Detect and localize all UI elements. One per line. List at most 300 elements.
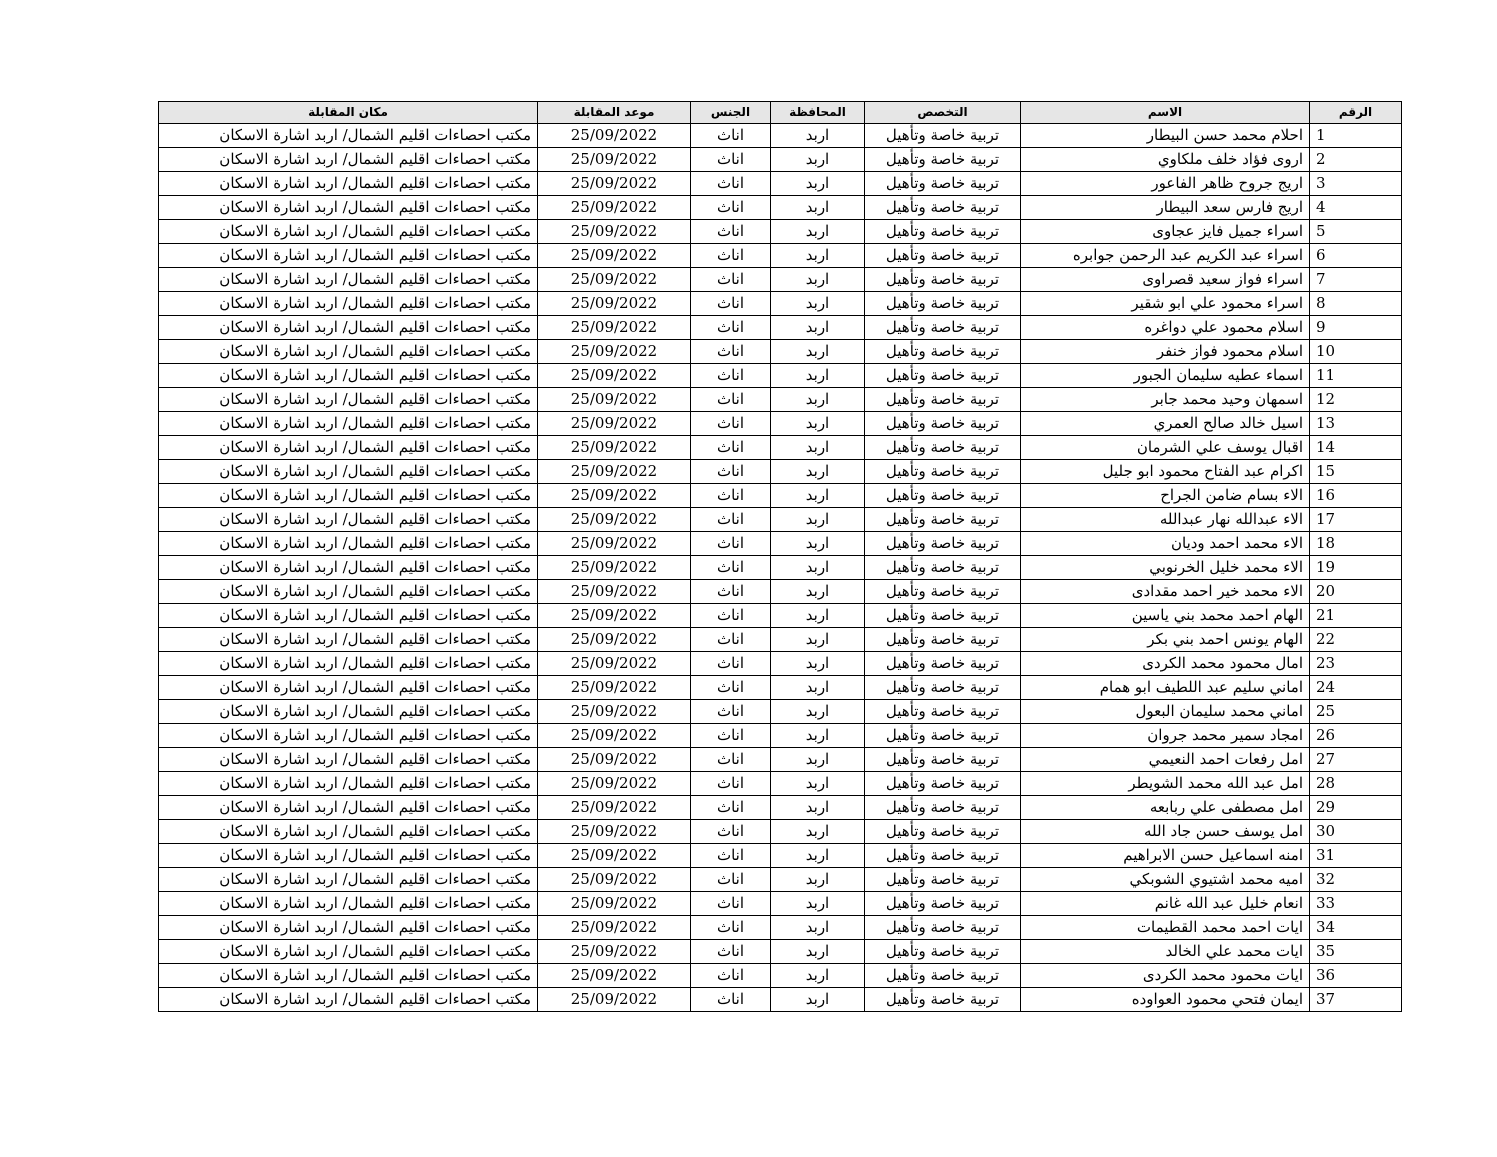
- cell-date: 25/09/2022: [538, 292, 691, 316]
- cell-place: مكتب احصاءات اقليم الشمال/ اربد اشارة الاسكان: [159, 244, 538, 268]
- cell-governorate: اربد: [771, 364, 865, 388]
- cell-date: 25/09/2022: [538, 196, 691, 220]
- cell-date: 25/09/2022: [538, 676, 691, 700]
- cell-gender: اناث: [691, 748, 771, 772]
- cell-num: 28: [1310, 772, 1402, 796]
- cell-place: مكتب احصاءات اقليم الشمال/ اربد اشارة الاسكان: [159, 364, 538, 388]
- cell-num: 5: [1310, 220, 1402, 244]
- cell-place: مكتب احصاءات اقليم الشمال/ اربد اشارة الاسكان: [159, 316, 538, 340]
- cell-place: مكتب احصاءات اقليم الشمال/ اربد اشارة الاسكان: [159, 748, 538, 772]
- cell-place: مكتب احصاءات اقليم الشمال/ اربد اشارة الاسكان: [159, 724, 538, 748]
- cell-place: مكتب احصاءات اقليم الشمال/ اربد اشارة الاسكان: [159, 700, 538, 724]
- cell-num: 11: [1310, 364, 1402, 388]
- table-row: [159, 532, 1402, 556]
- cell-place: مكتب احصاءات اقليم الشمال/ اربد اشارة الاسكان: [159, 556, 538, 580]
- header-gender: الجنس: [691, 102, 771, 124]
- table-row: [159, 508, 1402, 532]
- table-row: [159, 700, 1402, 724]
- cell-governorate: اربد: [771, 196, 865, 220]
- cell-governorate: اربد: [771, 820, 865, 844]
- cell-num: 24: [1310, 676, 1402, 700]
- cell-gender: اناث: [691, 220, 771, 244]
- cell-date: 25/09/2022: [538, 316, 691, 340]
- cell-date: 25/09/2022: [538, 268, 691, 292]
- cell-name: امل مصطفى علي ربابعه: [1021, 796, 1310, 820]
- cell-governorate: اربد: [771, 388, 865, 412]
- table-row: [159, 436, 1402, 460]
- cell-gender: اناث: [691, 148, 771, 172]
- table-row: [159, 364, 1402, 388]
- cell-date: 25/09/2022: [538, 748, 691, 772]
- cell-governorate: اربد: [771, 244, 865, 268]
- cell-specialty: تربية خاصة وتأهيل: [865, 460, 1021, 484]
- table-row: [159, 724, 1402, 748]
- cell-date: 25/09/2022: [538, 628, 691, 652]
- cell-name: الاء بسام ضامن الجراح: [1021, 484, 1310, 508]
- cell-gender: اناث: [691, 292, 771, 316]
- cell-name: امل رفعات احمد النعيمي: [1021, 748, 1310, 772]
- table-row: [159, 796, 1402, 820]
- table-row: [159, 844, 1402, 868]
- cell-place: مكتب احصاءات اقليم الشمال/ اربد اشارة الاسكان: [159, 604, 538, 628]
- table-row: [159, 484, 1402, 508]
- cell-num: 8: [1310, 292, 1402, 316]
- cell-governorate: اربد: [771, 796, 865, 820]
- cell-num: 14: [1310, 436, 1402, 460]
- table-row: [159, 676, 1402, 700]
- cell-place: مكتب احصاءات اقليم الشمال/ اربد اشارة الاسكان: [159, 628, 538, 652]
- cell-governorate: اربد: [771, 628, 865, 652]
- cell-specialty: تربية خاصة وتأهيل: [865, 196, 1021, 220]
- cell-date: 25/09/2022: [538, 604, 691, 628]
- cell-name: الاء محمد خليل الخرنوبي: [1021, 556, 1310, 580]
- cell-num: 19: [1310, 556, 1402, 580]
- table-row: [159, 340, 1402, 364]
- table-row: [159, 940, 1402, 964]
- cell-gender: اناث: [691, 988, 771, 1012]
- cell-specialty: تربية خاصة وتأهيل: [865, 340, 1021, 364]
- cell-place: مكتب احصاءات اقليم الشمال/ اربد اشارة الاسكان: [159, 964, 538, 988]
- cell-num: 12: [1310, 388, 1402, 412]
- cell-governorate: اربد: [771, 220, 865, 244]
- table-row: [159, 388, 1402, 412]
- cell-place: مكتب احصاءات اقليم الشمال/ اربد اشارة الاسكان: [159, 652, 538, 676]
- cell-name: الهام احمد محمد بني ياسين: [1021, 604, 1310, 628]
- cell-gender: اناث: [691, 124, 771, 148]
- cell-place: مكتب احصاءات اقليم الشمال/ اربد اشارة الاسكان: [159, 892, 538, 916]
- cell-name: اريج فارس سعد البيطار: [1021, 196, 1310, 220]
- header-date: موعد المقابلة: [538, 102, 691, 124]
- cell-gender: اناث: [691, 652, 771, 676]
- cell-num: 2: [1310, 148, 1402, 172]
- cell-name: ايات احمد محمد القطيمات: [1021, 916, 1310, 940]
- cell-place: مكتب احصاءات اقليم الشمال/ اربد اشارة الاسكان: [159, 940, 538, 964]
- cell-place: مكتب احصاءات اقليم الشمال/ اربد اشارة الاسكان: [159, 340, 538, 364]
- table-row: [159, 580, 1402, 604]
- cell-gender: اناث: [691, 916, 771, 940]
- cell-specialty: تربية خاصة وتأهيل: [865, 364, 1021, 388]
- cell-num: 31: [1310, 844, 1402, 868]
- cell-date: 25/09/2022: [538, 916, 691, 940]
- cell-gender: اناث: [691, 628, 771, 652]
- cell-place: مكتب احصاءات اقليم الشمال/ اربد اشارة الاسكان: [159, 796, 538, 820]
- cell-num: 1: [1310, 124, 1402, 148]
- cell-date: 25/09/2022: [538, 124, 691, 148]
- cell-specialty: تربية خاصة وتأهيل: [865, 892, 1021, 916]
- cell-place: مكتب احصاءات اقليم الشمال/ اربد اشارة الاسكان: [159, 580, 538, 604]
- table-row: [159, 292, 1402, 316]
- cell-gender: اناث: [691, 892, 771, 916]
- cell-gender: اناث: [691, 268, 771, 292]
- table-row: [159, 316, 1402, 340]
- cell-gender: اناث: [691, 484, 771, 508]
- cell-specialty: تربية خاصة وتأهيل: [865, 484, 1021, 508]
- cell-gender: اناث: [691, 772, 771, 796]
- cell-governorate: اربد: [771, 604, 865, 628]
- cell-governorate: اربد: [771, 748, 865, 772]
- cell-date: 25/09/2022: [538, 844, 691, 868]
- cell-specialty: تربية خاصة وتأهيل: [865, 436, 1021, 460]
- cell-num: 20: [1310, 580, 1402, 604]
- table-row: [159, 748, 1402, 772]
- cell-name: اسلام محمود علي دواغره: [1021, 316, 1310, 340]
- cell-name: اميه محمد اشتيوي الشوبكي: [1021, 868, 1310, 892]
- cell-num: 34: [1310, 916, 1402, 940]
- cell-place: مكتب احصاءات اقليم الشمال/ اربد اشارة الاسكان: [159, 772, 538, 796]
- cell-num: 15: [1310, 460, 1402, 484]
- cell-governorate: اربد: [771, 580, 865, 604]
- cell-date: 25/09/2022: [538, 580, 691, 604]
- cell-governorate: اربد: [771, 988, 865, 1012]
- cell-governorate: اربد: [771, 940, 865, 964]
- cell-place: مكتب احصاءات اقليم الشمال/ اربد اشارة الاسكان: [159, 676, 538, 700]
- cell-place: مكتب احصاءات اقليم الشمال/ اربد اشارة الاسكان: [159, 436, 538, 460]
- cell-gender: اناث: [691, 388, 771, 412]
- table-row: [159, 460, 1402, 484]
- cell-num: 16: [1310, 484, 1402, 508]
- cell-name: اسراء محمود علي ابو شقير: [1021, 292, 1310, 316]
- cell-governorate: اربد: [771, 844, 865, 868]
- cell-specialty: تربية خاصة وتأهيل: [865, 844, 1021, 868]
- cell-specialty: تربية خاصة وتأهيل: [865, 148, 1021, 172]
- cell-place: مكتب احصاءات اقليم الشمال/ اربد اشارة الاسكان: [159, 460, 538, 484]
- cell-place: مكتب احصاءات اقليم الشمال/ اربد اشارة الاسكان: [159, 988, 538, 1012]
- table-row: [159, 196, 1402, 220]
- cell-specialty: تربية خاصة وتأهيل: [865, 796, 1021, 820]
- cell-gender: اناث: [691, 244, 771, 268]
- cell-gender: اناث: [691, 964, 771, 988]
- cell-specialty: تربية خاصة وتأهيل: [865, 508, 1021, 532]
- cell-name: ايات محمد علي الخالد: [1021, 940, 1310, 964]
- cell-place: مكتب احصاءات اقليم الشمال/ اربد اشارة الاسكان: [159, 292, 538, 316]
- cell-gender: اناث: [691, 796, 771, 820]
- interview-roster-table: [158, 101, 1402, 1012]
- table-row: [159, 892, 1402, 916]
- cell-date: 25/09/2022: [538, 340, 691, 364]
- cell-governorate: اربد: [771, 316, 865, 340]
- cell-place: مكتب احصاءات اقليم الشمال/ اربد اشارة الاسكان: [159, 220, 538, 244]
- cell-specialty: تربية خاصة وتأهيل: [865, 820, 1021, 844]
- cell-name: امل عبد الله محمد الشويطر: [1021, 772, 1310, 796]
- cell-name: ايات محمود محمد الكردى: [1021, 964, 1310, 988]
- cell-date: 25/09/2022: [538, 388, 691, 412]
- table-row: [159, 916, 1402, 940]
- cell-specialty: تربية خاصة وتأهيل: [865, 244, 1021, 268]
- cell-specialty: تربية خاصة وتأهيل: [865, 916, 1021, 940]
- cell-date: 25/09/2022: [538, 772, 691, 796]
- cell-name: اروى فؤاد خلف ملكاوي: [1021, 148, 1310, 172]
- cell-num: 3: [1310, 172, 1402, 196]
- cell-specialty: تربية خاصة وتأهيل: [865, 988, 1021, 1012]
- cell-gender: اناث: [691, 364, 771, 388]
- cell-date: 25/09/2022: [538, 724, 691, 748]
- cell-num: 30: [1310, 820, 1402, 844]
- cell-place: مكتب احصاءات اقليم الشمال/ اربد اشارة الاسكان: [159, 868, 538, 892]
- cell-gender: اناث: [691, 724, 771, 748]
- cell-specialty: تربية خاصة وتأهيل: [865, 580, 1021, 604]
- cell-num: 37: [1310, 988, 1402, 1012]
- cell-governorate: اربد: [771, 652, 865, 676]
- cell-gender: اناث: [691, 844, 771, 868]
- cell-date: 25/09/2022: [538, 172, 691, 196]
- table-row: [159, 268, 1402, 292]
- cell-place: مكتب احصاءات اقليم الشمال/ اربد اشارة الاسكان: [159, 268, 538, 292]
- cell-date: 25/09/2022: [538, 148, 691, 172]
- cell-name: انعام خليل عبد الله غانم: [1021, 892, 1310, 916]
- cell-num: 10: [1310, 340, 1402, 364]
- cell-gender: اناث: [691, 532, 771, 556]
- cell-place: مكتب احصاءات اقليم الشمال/ اربد اشارة الاسكان: [159, 820, 538, 844]
- cell-specialty: تربية خاصة وتأهيل: [865, 316, 1021, 340]
- cell-name: احلام محمد حسن البيطار: [1021, 124, 1310, 148]
- cell-date: 25/09/2022: [538, 532, 691, 556]
- cell-num: 25: [1310, 700, 1402, 724]
- cell-specialty: تربية خاصة وتأهيل: [865, 676, 1021, 700]
- cell-name: اسمهان وحيد محمد جابر: [1021, 388, 1310, 412]
- cell-governorate: اربد: [771, 868, 865, 892]
- cell-num: 35: [1310, 940, 1402, 964]
- cell-place: مكتب احصاءات اقليم الشمال/ اربد اشارة الاسكان: [159, 172, 538, 196]
- cell-gender: اناث: [691, 604, 771, 628]
- cell-gender: اناث: [691, 412, 771, 436]
- cell-specialty: تربية خاصة وتأهيل: [865, 124, 1021, 148]
- cell-specialty: تربية خاصة وتأهيل: [865, 940, 1021, 964]
- table-row: [159, 412, 1402, 436]
- cell-num: 4: [1310, 196, 1402, 220]
- header-governorate: المحافظة: [771, 102, 865, 124]
- cell-name: الاء محمد خير احمد مقدادى: [1021, 580, 1310, 604]
- cell-date: 25/09/2022: [538, 484, 691, 508]
- cell-date: 25/09/2022: [538, 244, 691, 268]
- table-row: [159, 772, 1402, 796]
- table-body: [159, 124, 1402, 1012]
- cell-name: اريج جروح ظاهر الفاعور: [1021, 172, 1310, 196]
- cell-date: 25/09/2022: [538, 460, 691, 484]
- cell-specialty: تربية خاصة وتأهيل: [865, 532, 1021, 556]
- cell-governorate: اربد: [771, 964, 865, 988]
- table-header-row: [159, 102, 1402, 124]
- cell-governorate: اربد: [771, 724, 865, 748]
- cell-name: الهام يونس احمد بني بكر: [1021, 628, 1310, 652]
- cell-specialty: تربية خاصة وتأهيل: [865, 628, 1021, 652]
- cell-name: ايمان فتحي محمود العواوده: [1021, 988, 1310, 1012]
- table-row: [159, 556, 1402, 580]
- cell-governorate: اربد: [771, 340, 865, 364]
- cell-place: مكتب احصاءات اقليم الشمال/ اربد اشارة الاسكان: [159, 916, 538, 940]
- cell-name: اماني سليم عبد اللطيف ابو همام: [1021, 676, 1310, 700]
- cell-gender: اناث: [691, 172, 771, 196]
- cell-governorate: اربد: [771, 484, 865, 508]
- cell-num: 27: [1310, 748, 1402, 772]
- header-place: مكان المقابلة: [159, 102, 538, 124]
- cell-name: اسراء عبد الكريم عبد الرحمن جوابره: [1021, 244, 1310, 268]
- cell-gender: اناث: [691, 820, 771, 844]
- cell-date: 25/09/2022: [538, 652, 691, 676]
- cell-governorate: اربد: [771, 124, 865, 148]
- cell-governorate: اربد: [771, 700, 865, 724]
- cell-governorate: اربد: [771, 172, 865, 196]
- cell-gender: اناث: [691, 508, 771, 532]
- cell-specialty: تربية خاصة وتأهيل: [865, 604, 1021, 628]
- cell-date: 25/09/2022: [538, 556, 691, 580]
- cell-gender: اناث: [691, 868, 771, 892]
- table-row: [159, 652, 1402, 676]
- cell-place: مكتب احصاءات اقليم الشمال/ اربد اشارة الاسكان: [159, 148, 538, 172]
- cell-date: 25/09/2022: [538, 436, 691, 460]
- cell-name: اكرام عبد الفتاح محمود ابو جليل: [1021, 460, 1310, 484]
- cell-date: 25/09/2022: [538, 868, 691, 892]
- cell-specialty: تربية خاصة وتأهيل: [865, 724, 1021, 748]
- cell-num: 33: [1310, 892, 1402, 916]
- cell-governorate: اربد: [771, 676, 865, 700]
- cell-gender: اناث: [691, 556, 771, 580]
- cell-specialty: تربية خاصة وتأهيل: [865, 652, 1021, 676]
- cell-place: مكتب احصاءات اقليم الشمال/ اربد اشارة الاسكان: [159, 532, 538, 556]
- cell-gender: اناث: [691, 580, 771, 604]
- cell-specialty: تربية خاصة وتأهيل: [865, 964, 1021, 988]
- table-row: [159, 964, 1402, 988]
- cell-num: 23: [1310, 652, 1402, 676]
- cell-governorate: اربد: [771, 460, 865, 484]
- cell-date: 25/09/2022: [538, 508, 691, 532]
- table-row: [159, 820, 1402, 844]
- cell-governorate: اربد: [771, 508, 865, 532]
- cell-specialty: تربية خاصة وتأهيل: [865, 412, 1021, 436]
- header-specialty: التخصص: [865, 102, 1021, 124]
- cell-name: امل يوسف حسن جاد الله: [1021, 820, 1310, 844]
- cell-num: 22: [1310, 628, 1402, 652]
- cell-date: 25/09/2022: [538, 964, 691, 988]
- cell-governorate: اربد: [771, 268, 865, 292]
- cell-date: 25/09/2022: [538, 988, 691, 1012]
- cell-gender: اناث: [691, 316, 771, 340]
- cell-name: اسراء فواز سعيد قصراوى: [1021, 268, 1310, 292]
- cell-date: 25/09/2022: [538, 940, 691, 964]
- cell-specialty: تربية خاصة وتأهيل: [865, 556, 1021, 580]
- cell-governorate: اربد: [771, 772, 865, 796]
- cell-num: 6: [1310, 244, 1402, 268]
- cell-specialty: تربية خاصة وتأهيل: [865, 868, 1021, 892]
- cell-date: 25/09/2022: [538, 892, 691, 916]
- cell-name: اسيل خالد صالح العمري: [1021, 412, 1310, 436]
- cell-num: 26: [1310, 724, 1402, 748]
- cell-date: 25/09/2022: [538, 220, 691, 244]
- cell-num: 32: [1310, 868, 1402, 892]
- cell-specialty: تربية خاصة وتأهيل: [865, 268, 1021, 292]
- cell-name: الاء محمد احمد وديان: [1021, 532, 1310, 556]
- cell-num: 29: [1310, 796, 1402, 820]
- cell-governorate: اربد: [771, 436, 865, 460]
- table-row: [159, 124, 1402, 148]
- cell-place: مكتب احصاءات اقليم الشمال/ اربد اشارة الاسكان: [159, 196, 538, 220]
- header-num: الرقم: [1310, 102, 1402, 124]
- cell-governorate: اربد: [771, 148, 865, 172]
- cell-date: 25/09/2022: [538, 820, 691, 844]
- table-row: [159, 244, 1402, 268]
- cell-place: مكتب احصاءات اقليم الشمال/ اربد اشارة الاسكان: [159, 484, 538, 508]
- cell-gender: اناث: [691, 700, 771, 724]
- cell-gender: اناث: [691, 340, 771, 364]
- table-row: [159, 172, 1402, 196]
- cell-gender: اناث: [691, 940, 771, 964]
- cell-specialty: تربية خاصة وتأهيل: [865, 172, 1021, 196]
- cell-place: مكتب احصاءات اقليم الشمال/ اربد اشارة الاسكان: [159, 412, 538, 436]
- cell-place: مكتب احصاءات اقليم الشمال/ اربد اشارة الاسكان: [159, 388, 538, 412]
- cell-specialty: تربية خاصة وتأهيل: [865, 388, 1021, 412]
- cell-name: اقبال يوسف علي الشرمان: [1021, 436, 1310, 460]
- cell-governorate: اربد: [771, 916, 865, 940]
- cell-name: امنه اسماعيل حسن الابراهيم: [1021, 844, 1310, 868]
- cell-gender: اناث: [691, 676, 771, 700]
- header-name: الاسم: [1021, 102, 1310, 124]
- table-row: [159, 628, 1402, 652]
- cell-date: 25/09/2022: [538, 796, 691, 820]
- cell-gender: اناث: [691, 460, 771, 484]
- table-row: [159, 604, 1402, 628]
- cell-date: 25/09/2022: [538, 412, 691, 436]
- table-row: [159, 988, 1402, 1012]
- cell-gender: اناث: [691, 436, 771, 460]
- cell-num: 13: [1310, 412, 1402, 436]
- table-row: [159, 868, 1402, 892]
- cell-num: 17: [1310, 508, 1402, 532]
- cell-governorate: اربد: [771, 892, 865, 916]
- cell-num: 36: [1310, 964, 1402, 988]
- cell-place: مكتب احصاءات اقليم الشمال/ اربد اشارة الاسكان: [159, 844, 538, 868]
- cell-name: اسماء عطيه سليمان الجبور: [1021, 364, 1310, 388]
- cell-gender: اناث: [691, 196, 771, 220]
- cell-specialty: تربية خاصة وتأهيل: [865, 748, 1021, 772]
- cell-num: 21: [1310, 604, 1402, 628]
- cell-specialty: تربية خاصة وتأهيل: [865, 700, 1021, 724]
- cell-name: اسلام محمود فواز خنفر: [1021, 340, 1310, 364]
- cell-governorate: اربد: [771, 556, 865, 580]
- cell-place: مكتب احصاءات اقليم الشمال/ اربد اشارة الاسكان: [159, 508, 538, 532]
- cell-governorate: اربد: [771, 532, 865, 556]
- cell-place: مكتب احصاءات اقليم الشمال/ اربد اشارة الاسكان: [159, 124, 538, 148]
- cell-date: 25/09/2022: [538, 700, 691, 724]
- cell-date: 25/09/2022: [538, 364, 691, 388]
- cell-name: اسراء جميل فايز عجاوى: [1021, 220, 1310, 244]
- cell-governorate: اربد: [771, 412, 865, 436]
- cell-num: 7: [1310, 268, 1402, 292]
- cell-name: امجاد سمير محمد جروان: [1021, 724, 1310, 748]
- cell-specialty: تربية خاصة وتأهيل: [865, 220, 1021, 244]
- cell-name: الاء عبدالله نهار عبدالله: [1021, 508, 1310, 532]
- cell-num: 18: [1310, 532, 1402, 556]
- cell-governorate: اربد: [771, 292, 865, 316]
- cell-num: 9: [1310, 316, 1402, 340]
